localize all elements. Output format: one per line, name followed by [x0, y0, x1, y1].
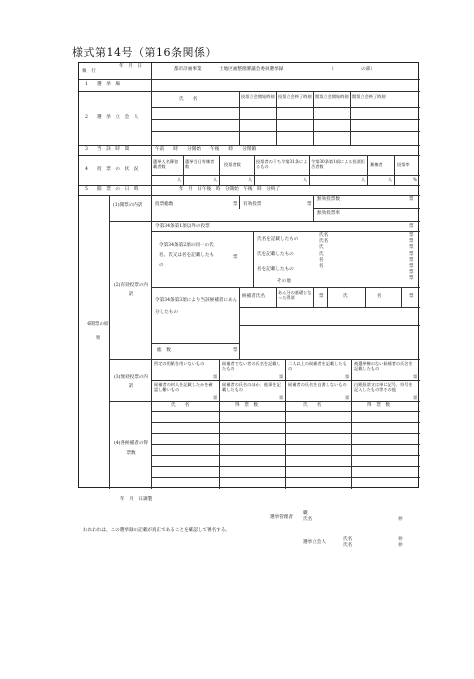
rule-line — [79, 79, 420, 80]
rule-line — [79, 145, 420, 146]
rule-line — [327, 287, 328, 307]
rule-line — [151, 91, 152, 145]
s2-label: (2)有効投票の内訳 — [113, 283, 149, 297]
s2-c-unit-2: 票 — [409, 294, 414, 299]
row3-label: 当 該 時 間 — [97, 147, 130, 152]
rule-line — [151, 145, 152, 155]
s2-total-unit: 票 — [233, 348, 238, 353]
rule-line — [109, 359, 420, 360]
row4-col-7: 投票率 — [397, 162, 410, 167]
row4-unit-5: 人 — [361, 177, 366, 182]
row2-name-col: 氏 名 — [179, 97, 198, 102]
rule-line — [151, 221, 152, 359]
witness-seal-2: ㊞ — [398, 543, 403, 548]
s3-unit-7: 票 — [345, 395, 350, 400]
s3-col-2: 候補者でない者の氏名を記載したもの — [222, 361, 281, 371]
s2-a-unit: 票 — [409, 224, 414, 229]
manager-label: 選挙管理者 — [270, 515, 293, 520]
s2-b-item-2: 氏を記載したもの — [257, 252, 294, 257]
rule-line — [151, 119, 420, 120]
witness-label: 選挙立会人 — [303, 540, 326, 545]
row4-col-6: 棄権者 — [370, 162, 383, 167]
rule-line — [313, 287, 314, 307]
s1-total-unit: 票 — [233, 202, 238, 207]
s3-unit-4: 票 — [413, 374, 418, 379]
row3-value: 午前 時 分開始 午後 時 分閉鎖 — [155, 147, 257, 152]
row5-num: 5 — [85, 187, 88, 192]
s2-a: 令第34条第1項以外の投票 — [155, 224, 210, 229]
district-label: （ の部） — [329, 67, 375, 72]
rule-line — [151, 466, 420, 467]
s3-unit-3: 票 — [345, 374, 350, 379]
s2-c: 令第34条第3項により当該候補者にあん分したもの — [155, 298, 238, 315]
s3-col-5: 候補者の何人を記載したかを確認し難いもの — [154, 382, 213, 392]
witness-name-1: 氏名 — [343, 537, 353, 542]
s2-c-col-3: 氏 — [343, 294, 348, 299]
s1-invalid-unit: 票 — [409, 197, 414, 202]
s2-total: 総 数 — [157, 348, 171, 353]
row4-label: 投 票 の 状 況 — [97, 167, 139, 172]
s3-col-1: 所定の用紙を用いないもの — [154, 361, 205, 366]
row4-col-5: 令第30条第1項による投票拒否者数 — [311, 159, 366, 169]
s1-valid: 有効投票 — [243, 202, 262, 207]
row3-num: 3 — [85, 147, 88, 152]
s4-col-4: 得 票 数 — [367, 403, 390, 408]
s1-invalid-rate: 無効投票率 — [317, 211, 340, 216]
row4-unit-1: 人 — [177, 177, 182, 182]
rule-line — [276, 91, 277, 145]
rule-line — [253, 231, 254, 287]
s3-col-4: 被選挙権のない候補者の氏名を記載したもの — [354, 361, 413, 371]
s3-col-7: 候補者の氏名を自書しないもの — [288, 382, 347, 387]
footer-date: 年 月 日調製 — [120, 497, 153, 502]
rule-line — [151, 155, 152, 185]
manager-name: 氏名 — [303, 517, 313, 522]
s3-unit-8: 票 — [413, 395, 418, 400]
s2-b-item-1: 氏名を記載したもの — [257, 237, 299, 242]
s4-col-3: 氏 名 — [303, 403, 322, 408]
form-title: 様式第14号（第16条関係） — [72, 46, 217, 59]
s4-col-2: 得 票 数 — [235, 403, 258, 408]
row5-value: 年 月 日午後 時 分開始 午後 時 分終了 — [179, 187, 281, 192]
s3-col-6: 候補者の氏名のほか、他事を記載したもの — [222, 382, 281, 392]
s3-label: (3)無効投票の内訳 — [113, 375, 149, 389]
manager-title: 職 — [303, 511, 308, 516]
rule-line — [151, 231, 420, 232]
rule-line — [239, 343, 240, 359]
rule-line — [239, 307, 420, 308]
s3-unit-6: 票 — [279, 395, 284, 400]
rule-line — [219, 155, 220, 185]
row4-unit-3: 人 — [248, 177, 253, 182]
s2-c-col-4: 名 — [377, 294, 382, 299]
row4-unit-2: 人 — [213, 177, 218, 182]
s2-b: 令第34条第2項の同一の氏名、氏又は名を記載したもの — [159, 243, 215, 268]
rule-line — [109, 401, 420, 402]
rule-line — [239, 91, 240, 145]
rule-line — [79, 155, 420, 156]
row4-unit-7: % — [413, 177, 417, 182]
row2-col-3: 開票立会開始時刻 — [315, 94, 349, 99]
row2-num: 2 — [85, 115, 88, 120]
rule-line — [276, 287, 277, 307]
rule-line — [151, 185, 152, 195]
row2-col-4: 開票立会終了時刻 — [352, 94, 386, 99]
s2-b-item-3: 名を記載したもの — [257, 267, 294, 272]
s3-unit-1: 票 — [213, 374, 218, 379]
s2-b-unit: 票 — [233, 255, 238, 260]
rule-line — [151, 444, 420, 445]
rule-line — [151, 411, 420, 412]
row4-num: 4 — [85, 167, 88, 172]
election-record-sheet — [78, 62, 419, 488]
manager-seal: ㊞ — [398, 517, 403, 522]
s2-c-col-1: 候補者氏名 — [242, 294, 265, 299]
rule-line — [151, 343, 239, 344]
s1-invalid: 無効投票数 — [317, 197, 340, 202]
row4-col-4: 投票者のうち令第31条によるもの — [256, 159, 308, 169]
rule-line — [350, 91, 351, 145]
s3-unit-5: 票 — [213, 395, 218, 400]
rule-line — [151, 433, 420, 434]
s1-label: (1)開票の内訳 — [113, 203, 143, 208]
rule-line — [151, 287, 420, 288]
row4-col-3: 投票者数 — [224, 162, 241, 167]
s2-b-units: 票 票 票 票 票 票 票 票 — [409, 233, 414, 282]
rule-line — [285, 401, 286, 489]
rule-line — [151, 401, 152, 489]
rule-line — [313, 208, 420, 209]
s1-valid-unit: 票 — [307, 202, 312, 207]
s2-c-unit-1: 票 — [319, 294, 324, 299]
row2-col-2: 投票立会終了時刻 — [278, 94, 312, 99]
rule-line — [151, 422, 420, 423]
witness-name-2: 氏名 — [343, 543, 353, 548]
rule-line — [239, 287, 240, 343]
row4-col-2: 選挙当日有権者数 — [185, 159, 215, 169]
rule-line — [151, 175, 420, 176]
rule-line — [151, 477, 420, 478]
s2-c-col-2: あん分の基礎となった得票 — [278, 290, 312, 300]
rule-line — [109, 221, 420, 222]
rule-line — [151, 380, 420, 381]
rule-line — [254, 155, 255, 185]
rule-line — [151, 79, 152, 91]
date-label: 年 月 日 — [119, 64, 142, 69]
rule-line — [151, 131, 420, 132]
rule-line — [239, 195, 240, 209]
rule-line — [79, 185, 420, 186]
rule-line — [109, 195, 110, 489]
rule-line — [365, 287, 366, 307]
rule-line — [151, 63, 152, 79]
s4-col-1: 氏 名 — [171, 403, 190, 408]
project-label: 都市計画事業 — [174, 67, 202, 72]
row4-col-1: 選挙人名簿登載者数 — [153, 159, 179, 169]
row2-col-1: 投票立会開始時刻 — [241, 94, 275, 99]
rule-line — [367, 155, 368, 185]
row1-label: 選 挙 場 — [97, 82, 120, 87]
rule-line — [401, 287, 402, 307]
rule-line — [183, 155, 184, 185]
exec-label: 執 行 — [82, 69, 96, 74]
s3-unit-2: 票 — [279, 374, 284, 379]
s2-b-names: 氏名 氏名 氏 氏 名 名 — [319, 233, 329, 270]
row5-label: 開 票 の 日 時 — [97, 187, 139, 192]
row2-label: 選 挙 立 会 人 — [97, 115, 139, 120]
rule-line — [313, 91, 314, 145]
row6-label: 6開票の結果 — [87, 322, 109, 341]
s3-col-8: 白紙投票又は単に記号、符号を記入したもの等その他 — [354, 382, 413, 392]
rule-line — [351, 401, 352, 489]
s2-b-item-4: その他 — [277, 279, 291, 284]
rule-line — [394, 155, 395, 185]
association-label: 土地区画整理審議会委員選挙録 — [219, 67, 284, 72]
s1-total: 投票総数 — [155, 202, 174, 207]
rule-line — [239, 325, 420, 326]
rule-line — [79, 195, 420, 196]
s3-col-3: 二人以上の候補者を記載したもの — [288, 361, 347, 371]
row1-num: 1 — [85, 82, 88, 87]
rule-line — [219, 401, 220, 489]
rule-line — [151, 107, 420, 108]
row4-unit-4: 人 — [303, 177, 308, 182]
rule-line — [151, 195, 152, 221]
rule-line — [79, 91, 420, 92]
rule-line — [151, 455, 420, 456]
witness-seal-1: ㊞ — [398, 537, 403, 542]
row4-unit-6: 人 — [388, 177, 393, 182]
rule-line — [309, 155, 310, 185]
s4-label: (4)各候補者の得票数 — [113, 441, 149, 456]
statement: われわれは、この選挙録の記載が真正であることを確認して署名する。 — [83, 528, 231, 533]
